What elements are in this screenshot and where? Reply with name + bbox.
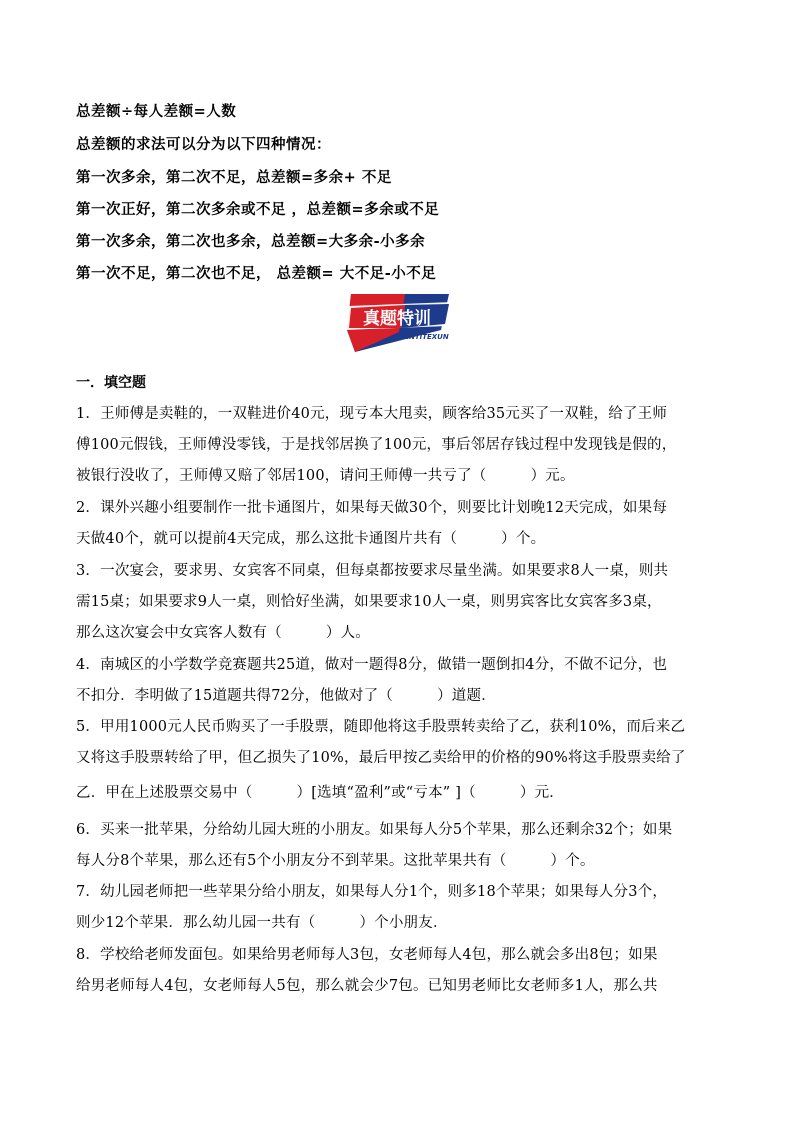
zhentitexun-logo <box>341 292 459 354</box>
question-6 <box>76 815 726 877</box>
rule-line-2: 总差额的求法可以分为以下四种情况： <box>76 136 331 153</box>
question-line: 傅100元假钱，王师傅没零钱，于是找邻居换了100元，事后邻居存钱过程中发现钱是假的， <box>76 437 677 453</box>
question-4 <box>76 650 726 712</box>
question-line: 7．幼儿园老师把一些苹果分给小朋友，如果每人分1个，则多18个苹果；如果每人分3个， <box>76 884 668 900</box>
question-line: 6．买来一批苹果，分给幼儿园大班的小朋友。如果每人分5个苹果，那么还剩余32个；如果 <box>76 822 673 838</box>
question-line: 给男老师每人4包，女老师每人5包，那么就会少7包。已知男老师比女老师多1人，那么共 <box>76 978 658 994</box>
question-line: 4．南城区的小学数学竞赛题共25道，做对一题得8分，做错一题倒扣4分，不做不记分，也 <box>76 657 668 673</box>
question-line: 乙．甲在上述股票交易中（ ）[选填“盈利”或“亏本” ]（ ）元． <box>76 785 564 801</box>
question-7 <box>76 877 726 939</box>
logo-main-text: 真题特训 <box>363 309 431 329</box>
question-line: 则少12个苹果．那么幼儿园一共有（ ）个小朋友． <box>76 915 448 931</box>
question-1 <box>76 399 726 492</box>
question-line: 又将这手股票转给了甲，但乙损失了10%，最后甲按乙卖给甲的价格的90%将这手股票卖给了 <box>76 750 686 766</box>
question-line: 每人分8个苹果，那么还有5个小朋友分不到苹果。这批苹果共有（ ）个。 <box>76 853 595 869</box>
question-line: 不扣分．李明做了15道题共得72分，他做对了（ ）道题． <box>76 688 496 704</box>
question-2 <box>76 493 726 555</box>
rule-line-6: 第一次不足，第二次也不足， 总差额= 大不足-小不足 <box>76 265 437 282</box>
question-3 <box>76 556 726 649</box>
question-line: 5．甲用1000元人民币购买了一手股票，随即他将这手股票转卖给了乙，获利10%，而后来乙 <box>76 719 686 735</box>
question-line: 被银行没收了，王师傅又赔了邻居100，请问王师傅一共亏了（ ）元。 <box>76 468 575 484</box>
question-line: 需15桌；如果要求9人一桌，则恰好坐满，如果要求10人一桌，则男宾客比女宾客多3桌， <box>76 594 662 610</box>
question-line: 8．学校给老师发面包。如果给男老师每人3包，女老师每人4包，那么就会多出8包；如果 <box>76 947 658 963</box>
question-line: 那么这次宴会中女宾客人数有（ ）人。 <box>76 625 370 641</box>
rule-line-3: 第一次多余，第二次不足，总差额=多余+ 不足 <box>76 169 392 186</box>
rule-line-5: 第一次多余，第二次也多余，总差额=大多余-小多余 <box>76 233 426 250</box>
rule-line-1: 总差额÷每人差额=人数 <box>76 103 237 120</box>
question-5 <box>76 712 726 809</box>
section-title: 一．填空题 <box>76 375 146 391</box>
logo-sub-text: ZHENTITEXUN <box>393 333 449 341</box>
question-line: 1．王师傅是卖鞋的，一双鞋进价40元，现亏本大甩卖，顾客给35元买了一双鞋，给了王师 <box>76 406 668 422</box>
question-line: 2．课外兴趣小组要制作一批卡通图片，如果每天做30个，则要比计划晚12天完成，如果每 <box>76 500 668 516</box>
question-line: 天做40个，就可以提前4天完成，那么这批卡通图片共有（ ）个。 <box>76 531 546 547</box>
question-line: 3．一次宴会，要求男、女宾客不同桌，但每桌都按要求尽量坐满。如果要求8人一桌，则共 <box>76 563 669 579</box>
rule-line-4: 第一次正好，第二次多余或不足 ，总差额=多余或不足 <box>76 201 440 218</box>
question-8 <box>76 940 726 1002</box>
